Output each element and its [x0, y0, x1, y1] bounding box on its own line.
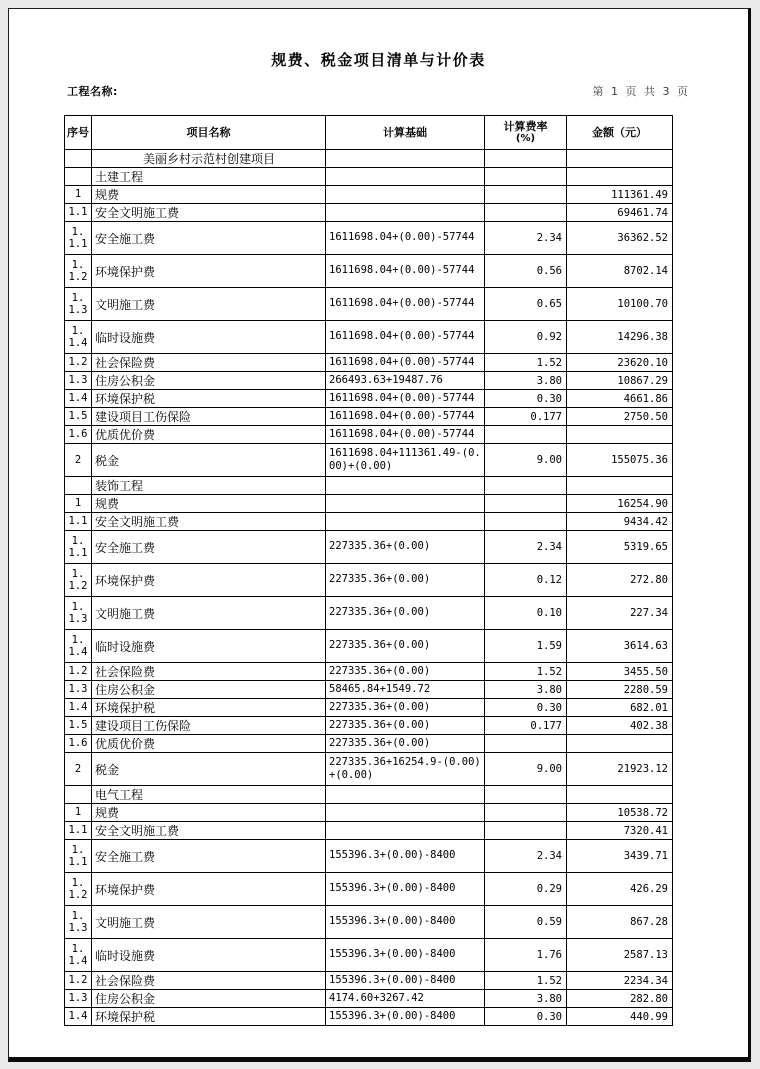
cell-amount: 3455.50: [567, 663, 673, 681]
cell-rate: 0.92: [485, 321, 567, 354]
cell-amount: 282.80: [567, 990, 673, 1008]
cell-name: 装饰工程: [92, 477, 326, 495]
cell-amount: 14296.38: [567, 321, 673, 354]
cell-no: 1.1.3: [65, 906, 92, 939]
cell-amount: 227.34: [567, 597, 673, 630]
cell-name: 环境保护税: [92, 1008, 326, 1026]
cell-name: 美丽乡村示范村创建项目: [92, 150, 326, 168]
cell-no: 1.1.1: [65, 222, 92, 255]
cell-no: 1.1.2: [65, 255, 92, 288]
cell-rate: 3.80: [485, 990, 567, 1008]
cell-amount: 867.28: [567, 906, 673, 939]
cell-no: 1.1: [65, 204, 92, 222]
table-row: [65, 444, 673, 477]
cell-rate: 0.30: [485, 699, 567, 717]
cell-basis: 4174.60+3267.42: [326, 990, 485, 1008]
cell-basis: [326, 804, 485, 822]
cell-rate: 0.59: [485, 906, 567, 939]
cell-amount: 682.01: [567, 699, 673, 717]
cell-name: 临时设施费: [92, 939, 326, 972]
cell-amount: 23620.10: [567, 354, 673, 372]
cell-name: 环境保护税: [92, 390, 326, 408]
cell-rate: 0.65: [485, 288, 567, 321]
cell-amount: 5319.65: [567, 531, 673, 564]
cell-name: 规费: [92, 495, 326, 513]
cell-basis: 266493.63+19487.76: [326, 372, 485, 390]
cell-basis: [326, 186, 485, 204]
cell-rate: [485, 426, 567, 444]
col-header-rate: [485, 116, 567, 150]
cell-amount: 7320.41: [567, 822, 673, 840]
cell-no: [65, 477, 92, 495]
cell-name: 税金: [92, 753, 326, 786]
cell-name: 建设项目工伤保险: [92, 717, 326, 735]
cell-rate: 1.52: [485, 972, 567, 990]
cell-no: 1.3: [65, 681, 92, 699]
cell-no: 1.1.3: [65, 288, 92, 321]
cell-basis: 227335.36+(0.00): [326, 630, 485, 663]
cell-name: 住房公积金: [92, 990, 326, 1008]
col-header-rate-line2: (%): [515, 133, 536, 145]
cell-rate: 0.30: [485, 1008, 567, 1026]
table-row: [65, 168, 673, 186]
cell-basis: [326, 513, 485, 531]
cell-amount: 16254.90: [567, 495, 673, 513]
cell-basis: [326, 168, 485, 186]
cell-amount: 69461.74: [567, 204, 673, 222]
cell-no: 1.6: [65, 426, 92, 444]
cell-rate: [485, 495, 567, 513]
cell-rate: [485, 735, 567, 753]
cell-basis: 1611698.04+(0.00)-57744: [326, 408, 485, 426]
cell-basis: [326, 495, 485, 513]
cell-basis: 155396.3+(0.00)-8400: [326, 939, 485, 972]
cell-name: 文明施工费: [92, 288, 326, 321]
cell-name: 优质优价费: [92, 735, 326, 753]
cell-basis: 227335.36+(0.00): [326, 663, 485, 681]
cell-rate: 1.52: [485, 663, 567, 681]
meta-row: [67, 83, 690, 99]
cell-no: 1.4: [65, 1008, 92, 1026]
cell-rate: 0.177: [485, 408, 567, 426]
cell-amount: 272.80: [567, 564, 673, 597]
table-row: [65, 717, 673, 735]
cell-rate: [485, 150, 567, 168]
cell-amount: 10867.29: [567, 372, 673, 390]
cell-name: 文明施工费: [92, 597, 326, 630]
cell-amount: [567, 426, 673, 444]
table-row: [65, 873, 673, 906]
cell-no: 1.1.2: [65, 873, 92, 906]
cell-amount: [567, 477, 673, 495]
cell-basis: 1611698.04+111361.49-(0.00)+(0.00): [326, 444, 485, 477]
table-row: [65, 1008, 673, 1026]
cell-amount: 111361.49: [567, 186, 673, 204]
cell-amount: 21923.12: [567, 753, 673, 786]
cell-name: 安全文明施工费: [92, 513, 326, 531]
cell-rate: [485, 804, 567, 822]
cell-amount: 2234.34: [567, 972, 673, 990]
cell-name: 安全施工费: [92, 222, 326, 255]
fees-taxes-table: [64, 115, 673, 1026]
cell-no: 1.1.4: [65, 321, 92, 354]
cell-basis: 227335.36+(0.00): [326, 735, 485, 753]
cell-rate: 2.34: [485, 222, 567, 255]
cell-name: 临时设施费: [92, 321, 326, 354]
col-header-no: 序号: [65, 116, 92, 150]
cell-name: 临时设施费: [92, 630, 326, 663]
cell-basis: 1611698.04+(0.00)-57744: [326, 354, 485, 372]
cell-name: 安全施工费: [92, 840, 326, 873]
cell-no: 1.1.4: [65, 630, 92, 663]
cell-amount: 3439.71: [567, 840, 673, 873]
cell-rate: 0.10: [485, 597, 567, 630]
cell-rate: 9.00: [485, 753, 567, 786]
table-row: [65, 972, 673, 990]
table-row: [65, 186, 673, 204]
cell-basis: 227335.36+16254.9-(0.00)+(0.00): [326, 753, 485, 786]
cell-name: 环境保护费: [92, 564, 326, 597]
cell-name: 住房公积金: [92, 372, 326, 390]
cell-amount: 2280.59: [567, 681, 673, 699]
table-row: [65, 477, 673, 495]
table-row: [65, 372, 673, 390]
cell-name: 社会保险费: [92, 972, 326, 990]
cell-no: 2: [65, 753, 92, 786]
table-row: [65, 564, 673, 597]
cell-no: 1.6: [65, 735, 92, 753]
cell-no: 1.2: [65, 663, 92, 681]
cell-no: 1.1.4: [65, 939, 92, 972]
cell-amount: 2587.13: [567, 939, 673, 972]
cell-name: 电气工程: [92, 786, 326, 804]
table-row: [65, 255, 673, 288]
table-header-row: [65, 116, 673, 150]
cell-name: 规费: [92, 804, 326, 822]
cell-no: 1.3: [65, 372, 92, 390]
cell-no: 1.2: [65, 354, 92, 372]
cell-no: 1.1: [65, 822, 92, 840]
cell-name: 土建工程: [92, 168, 326, 186]
table-row: [65, 288, 673, 321]
cell-name: 住房公积金: [92, 681, 326, 699]
table-row: [65, 531, 673, 564]
cell-basis: 155396.3+(0.00)-8400: [326, 873, 485, 906]
cell-rate: 3.80: [485, 681, 567, 699]
cell-rate: 1.59: [485, 630, 567, 663]
cell-amount: [567, 150, 673, 168]
cell-no: 2: [65, 444, 92, 477]
cell-basis: [326, 477, 485, 495]
cell-rate: 2.34: [485, 531, 567, 564]
table-row: [65, 597, 673, 630]
page-title: 规费、税金项目清单与计价表: [271, 51, 486, 69]
cell-name: 文明施工费: [92, 906, 326, 939]
cell-basis: 227335.36+(0.00): [326, 699, 485, 717]
cell-amount: 8702.14: [567, 255, 673, 288]
cell-basis: 1611698.04+(0.00)-57744: [326, 288, 485, 321]
cell-name: 规费: [92, 186, 326, 204]
cell-name: 税金: [92, 444, 326, 477]
table-row: [65, 990, 673, 1008]
col-header-amount: 金额（元）: [567, 116, 673, 150]
cell-basis: 227335.36+(0.00): [326, 531, 485, 564]
table-row: [65, 390, 673, 408]
table-row: [65, 786, 673, 804]
table-row: [65, 735, 673, 753]
cell-rate: 0.12: [485, 564, 567, 597]
cell-name: 安全文明施工费: [92, 204, 326, 222]
cell-no: [65, 150, 92, 168]
cell-rate: 0.177: [485, 717, 567, 735]
cell-amount: [567, 168, 673, 186]
cell-rate: 0.30: [485, 390, 567, 408]
cell-basis: 58465.84+1549.72: [326, 681, 485, 699]
table-row: [65, 753, 673, 786]
cell-basis: 1611698.04+(0.00)-57744: [326, 321, 485, 354]
cell-basis: [326, 822, 485, 840]
cell-basis: [326, 150, 485, 168]
page-number-indicator: 第 1 页 共 3 页: [592, 85, 690, 98]
table-row: [65, 150, 673, 168]
cell-rate: [485, 477, 567, 495]
cell-no: 1.1.1: [65, 840, 92, 873]
cell-no: 1.1.1: [65, 531, 92, 564]
cell-no: [65, 168, 92, 186]
table-row: [65, 804, 673, 822]
cell-amount: 2750.50: [567, 408, 673, 426]
cell-basis: 227335.36+(0.00): [326, 597, 485, 630]
table-row: [65, 840, 673, 873]
cell-basis: 155396.3+(0.00)-8400: [326, 972, 485, 990]
table-row: [65, 222, 673, 255]
cell-name: 安全施工费: [92, 531, 326, 564]
cell-rate: 2.34: [485, 840, 567, 873]
cell-name: 优质优价费: [92, 426, 326, 444]
cell-amount: [567, 735, 673, 753]
table-row: [65, 822, 673, 840]
cell-amount: 155075.36: [567, 444, 673, 477]
col-header-name: 项目名称: [92, 116, 326, 150]
cell-rate: [485, 168, 567, 186]
cell-amount: 10100.70: [567, 288, 673, 321]
cell-name: 环境保护费: [92, 873, 326, 906]
table-row: [65, 681, 673, 699]
cell-no: 1.4: [65, 699, 92, 717]
table-row: [65, 321, 673, 354]
cell-rate: [485, 822, 567, 840]
cell-basis: 1611698.04+(0.00)-57744: [326, 222, 485, 255]
cell-no: 1: [65, 186, 92, 204]
cell-rate: 1.76: [485, 939, 567, 972]
table-row: [65, 495, 673, 513]
cell-no: [65, 786, 92, 804]
cell-no: 1: [65, 495, 92, 513]
cell-basis: 155396.3+(0.00)-8400: [326, 1008, 485, 1026]
cell-rate: [485, 513, 567, 531]
cell-basis: 227335.36+(0.00): [326, 564, 485, 597]
document-page: [8, 8, 751, 1062]
cell-no: 1: [65, 804, 92, 822]
cell-no: 1.1.2: [65, 564, 92, 597]
table-row: [65, 939, 673, 972]
table-row: [65, 699, 673, 717]
cell-name: 安全文明施工费: [92, 822, 326, 840]
table-row: [65, 906, 673, 939]
cell-amount: 36362.52: [567, 222, 673, 255]
table-row: [65, 513, 673, 531]
table-row: [65, 663, 673, 681]
cell-basis: [326, 786, 485, 804]
cell-amount: [567, 786, 673, 804]
cell-amount: 440.99: [567, 1008, 673, 1026]
col-header-rate-line1: 计算费率: [503, 119, 548, 133]
cell-basis: [326, 204, 485, 222]
cell-rate: 9.00: [485, 444, 567, 477]
cell-rate: [485, 186, 567, 204]
cell-amount: 4661.86: [567, 390, 673, 408]
table-row: [65, 426, 673, 444]
cell-no: 1.1: [65, 513, 92, 531]
cell-name: 社会保险费: [92, 663, 326, 681]
cell-rate: 1.52: [485, 354, 567, 372]
table-body: [65, 150, 673, 1026]
cell-no: 1.1.3: [65, 597, 92, 630]
table-row: [65, 354, 673, 372]
cell-name: 环境保护费: [92, 255, 326, 288]
project-name-label: 工程名称:: [67, 85, 118, 98]
cell-rate: [485, 204, 567, 222]
cell-basis: 1611698.04+(0.00)-57744: [326, 255, 485, 288]
cell-amount: 3614.63: [567, 630, 673, 663]
cell-no: 1.5: [65, 408, 92, 426]
cell-basis: 227335.36+(0.00): [326, 717, 485, 735]
cell-rate: 0.56: [485, 255, 567, 288]
cell-amount: 10538.72: [567, 804, 673, 822]
cell-name: 建设项目工伤保险: [92, 408, 326, 426]
cell-no: 1.2: [65, 972, 92, 990]
cell-basis: 1611698.04+(0.00)-57744: [326, 390, 485, 408]
cell-rate: [485, 786, 567, 804]
cell-no: 1.5: [65, 717, 92, 735]
cell-basis: 155396.3+(0.00)-8400: [326, 906, 485, 939]
cell-amount: 426.29: [567, 873, 673, 906]
cell-name: 环境保护税: [92, 699, 326, 717]
table-row: [65, 630, 673, 663]
cell-basis: 1611698.04+(0.00)-57744: [326, 426, 485, 444]
cell-no: 1.4: [65, 390, 92, 408]
cell-rate: 0.29: [485, 873, 567, 906]
cell-name: 社会保险费: [92, 354, 326, 372]
cell-rate: 3.80: [485, 372, 567, 390]
cell-amount: 402.38: [567, 717, 673, 735]
table-row: [65, 408, 673, 426]
table-row: [65, 204, 673, 222]
cell-no: 1.3: [65, 990, 92, 1008]
cell-basis: 155396.3+(0.00)-8400: [326, 840, 485, 873]
cell-amount: 9434.42: [567, 513, 673, 531]
col-header-basis: 计算基础: [326, 116, 485, 150]
